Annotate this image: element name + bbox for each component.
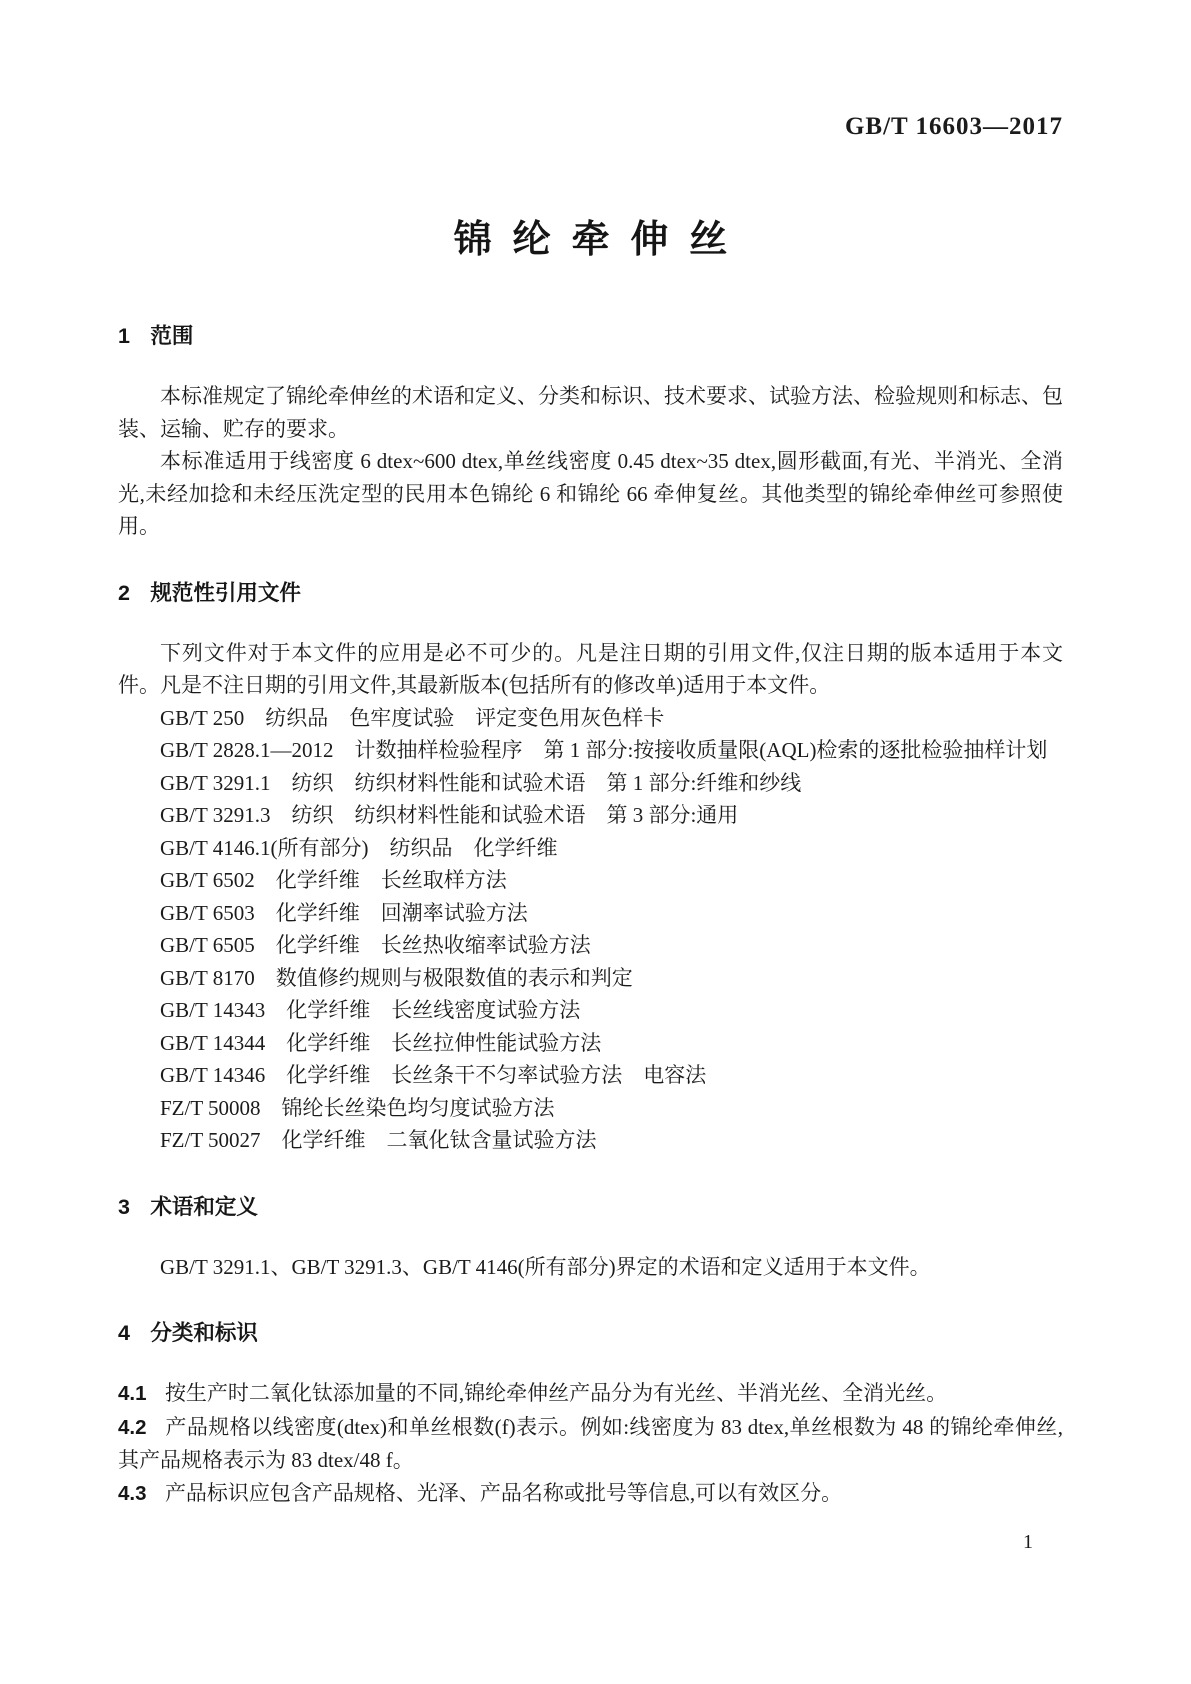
terms-paragraph: GB/T 3291.1、GB/T 3291.3、GB/T 4146(所有部分)界定的术语和定义适用于本文件。 bbox=[160, 1254, 931, 1279]
section-number: 1 bbox=[118, 324, 130, 348]
clause-4-2 bbox=[118, 1411, 1063, 1477]
reference-item: GB/T 6502 化学纤维 长丝取样方法 bbox=[160, 868, 507, 892]
section-title: 术语和定义 bbox=[150, 1194, 258, 1219]
section-heading-scope bbox=[118, 320, 1063, 352]
scope-paragraph-2: 本标准适用于线密度 6 dtex~600 dtex,单丝线密度 0.45 dtex~35 dtex,圆形截面,有光、半消光、全消光,未经加捻和未经压洗定型的民用本色锦纶 6 和锦纶 66 牵伸复丝。其他类型的锦纶牵伸丝可参照使用。 bbox=[118, 449, 1063, 538]
section-title: 分类和标识 bbox=[150, 1321, 258, 1345]
reference-item: GB/T 14346 化学纤维 长丝条干不匀率试验方法 电容法 bbox=[160, 1063, 707, 1087]
reference-item: GB/T 14343 化学纤维 长丝线密度试验方法 bbox=[160, 998, 581, 1022]
reference-item: GB/T 6505 化学纤维 长丝热收缩率试验方法 bbox=[160, 933, 591, 957]
section-heading-normative-references bbox=[118, 577, 1063, 609]
clause-4-1 bbox=[118, 1377, 1063, 1411]
reference-item: FZ/T 50008 锦纶长丝染色均匀度试验方法 bbox=[160, 1095, 555, 1120]
reference-item: GB/T 4146.1(所有部分) 纺织品 化学纤维 bbox=[160, 835, 558, 860]
page-content bbox=[118, 0, 1063, 1510]
clause-4-3 bbox=[118, 1477, 1063, 1511]
reference-item: GB/T 6503 化学纤维 回潮率试验方法 bbox=[160, 900, 528, 925]
reference-item: GB/T 2828.1—2012 计数抽样检验程序 第 1 部分:按接收质量限(AQL)检索的逐批检验抽样计划 bbox=[160, 738, 1048, 762]
document-title: 锦纶牵伸丝 bbox=[453, 219, 749, 261]
clause-number: 4.2 bbox=[118, 1415, 147, 1439]
section-title: 规范性引用文件 bbox=[150, 580, 301, 605]
page-number: 1 bbox=[1023, 1531, 1033, 1553]
section-heading-classification bbox=[118, 1317, 1063, 1349]
reference-item: GB/T 3291.3 纺织 纺织材料性能和试验术语 第 3 部分:通用 bbox=[160, 803, 739, 827]
standard-number: GB/T 16603—2017 bbox=[844, 113, 1063, 140]
clause-text: 产品规格以线密度(dtex)和单丝根数(f)表示。例如:线密度为 83 dtex,单丝根数为 48 的锦纶牵伸丝,其产品规格表示为 83 dtex/48 f。 bbox=[118, 1414, 1063, 1472]
reference-item: GB/T 3291.1 纺织 纺织材料性能和试验术语 第 1 部分:纤维和纱线 bbox=[160, 770, 802, 795]
reference-item: GB/T 14344 化学纤维 长丝拉伸性能试验方法 bbox=[160, 1030, 602, 1055]
clause-text: 产品标识应包含产品规格、光泽、产品名称或批号等信息,可以有效区分。 bbox=[164, 1480, 843, 1505]
clause-text: 按生产时二氧化钛添加量的不同,锦纶牵伸丝产品分为有光丝、半消光丝、全消光丝。 bbox=[164, 1381, 948, 1405]
reference-item: GB/T 8170 数值修约规则与极限数值的表示和判定 bbox=[160, 965, 633, 990]
reference-item: GB/T 250 纺织品 色牢度试验 评定变色用灰色样卡 bbox=[160, 705, 665, 730]
section-heading-terms bbox=[118, 1191, 1063, 1223]
references-intro: 下列文件对于本文件的应用是必不可少的。凡是注日期的引用文件,仅注日期的版本适用于本文件。凡是不注日期的引用文件,其最新版本(包括所有的修改单)适用于本文件。 bbox=[118, 640, 1063, 697]
clause-number: 4.1 bbox=[118, 1382, 147, 1405]
section-number: 2 bbox=[118, 580, 130, 605]
section-number: 4 bbox=[118, 1321, 130, 1345]
clause-number: 4.3 bbox=[118, 1481, 147, 1505]
section-title: 范围 bbox=[150, 324, 194, 348]
scope-paragraph-1: 本标准规定了锦纶牵伸丝的术语和定义、分类和标识、技术要求、试验方法、检验规则和标志、包装、运输、贮存的要求。 bbox=[118, 384, 1063, 441]
section-number: 3 bbox=[118, 1194, 130, 1219]
reference-item: FZ/T 50027 化学纤维 二氧化钛含量试验方法 bbox=[160, 1128, 597, 1152]
